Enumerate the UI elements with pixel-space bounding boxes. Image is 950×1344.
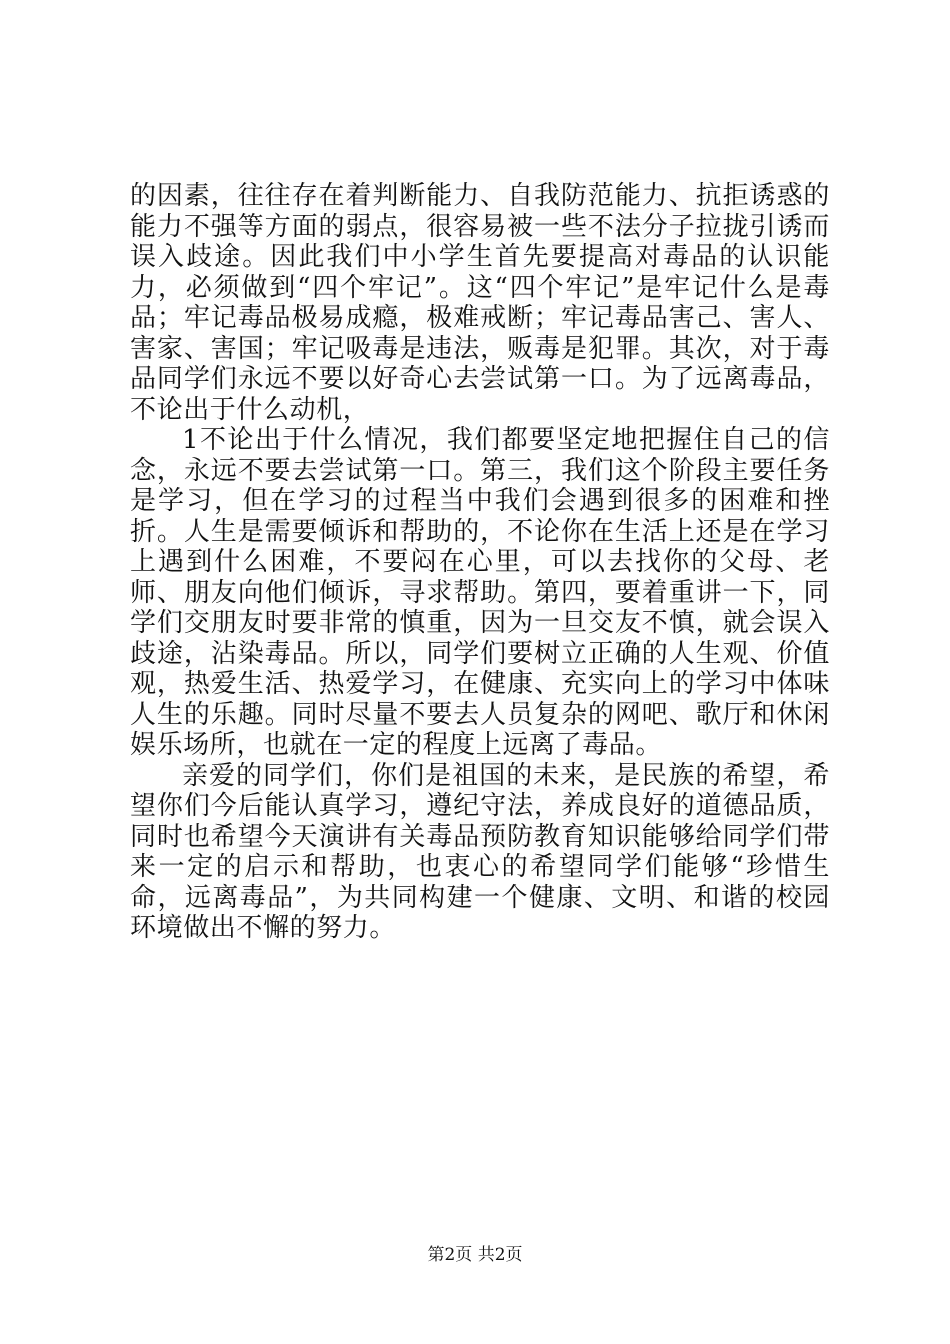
text-fragment-top: 的因素，往往存在着判断能力、自我防范能力、抗拒诱惑的能力不强等方面的弱点，很容易被一些不法分子拉拢引诱而误入歧途。因此我们中小学生首先要提高对毒品的认识能力，必须做到“四个牢记”。这“四个牢记”是牢记什么是毒品；牢记毒品极易成瘾，极难戒断；牢记毒品害己、害人、害家、害国；牢记吸毒是违法，贩毒是犯罪。其次，对于毒品同学们永远不要以好奇心去尝试第一口。为了远离毒品，不论出于什么动机， xyxy=(130,181,830,425)
paragraph-closing: 亲爱的同学们，你们是祖国的未来，是民族的希望，希望你们今后能认真学习，遵纪守法，养成良好的道德品质，同时也希望今天演讲有关毒品预防教育知识能够给同学们带来一定的启示和帮助，也衷心的希望同学们能够“珍惜生命，远离毒品”，为共同构建一个健康、文明、和谐的校园环境做出不懈的努力。 xyxy=(130,760,830,943)
paragraph-continued: 1不论出于什么情况，我们都要坚定地把握住自己的信念，永远不要去尝试第一口。第三，我们这个阶段主要任务是学习，但在学习的过程当中我们会遇到很多的困难和挫折。人生是需要倾诉和帮助的，不论你在生活上还是在学习上遇到什么困难，不要闷在心里，可以去找你的父母、老师、朋友向他们倾诉，寻求帮助。第四，要着重讲一下，同学们交朋友时要非常的慎重，因为一旦交友不慎，就会误入歧途，沾染毒品。所以，同学们要树立正确的人生观、价值观，热爱生活、热爱学习，在健康、充实向上的学习中体味人生的乐趣。同时尽量不要去人员复杂的网吧、歌厅和休闲娱乐场所，也就在一定的程度上远离了毒品。 xyxy=(130,425,830,760)
text-body xyxy=(130,425,830,944)
page-number-footer: 第2页 共2页 xyxy=(427,1245,523,1265)
